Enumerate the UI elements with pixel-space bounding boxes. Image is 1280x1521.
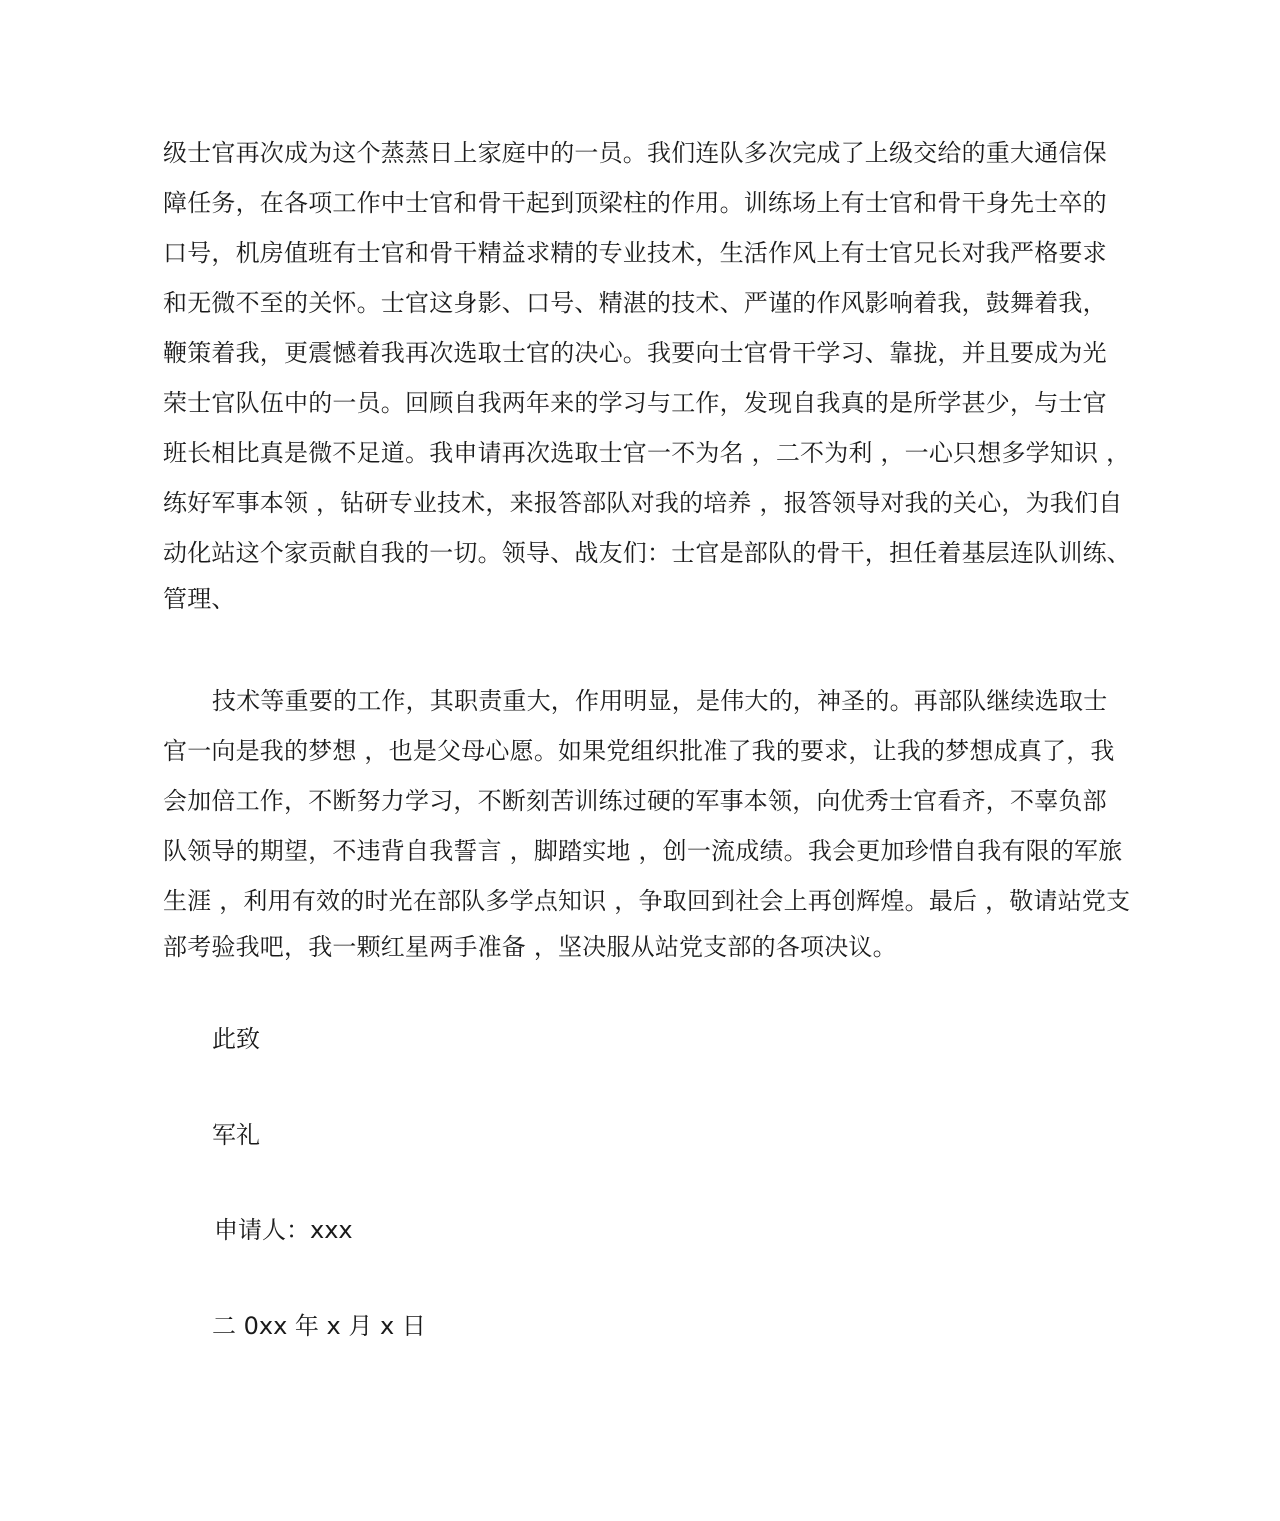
salutation: 此致 bbox=[212, 1025, 260, 1053]
paragraph1-line-4: 和无微不至的关怀。士官这身影、口号、精湛的技术、严谨的作风影响着我，鼓舞着我， bbox=[163, 289, 1107, 317]
paragraph1-line-1: 级士官再次成为这个蒸蒸日上家庭中的一员。我们连队多次完成了上级交给的重大通信保 bbox=[163, 139, 1107, 167]
paragraph1-line-3: 口号，机房值班有士官和骨干精益求精的专业技术，生活作风上有士官兄长对我严格要求 bbox=[163, 239, 1107, 267]
paragraph2-line-2: 官一向是我的梦想 ，也是父母心愿。如果党组织批准了我的要求，让我的梦想成真了，我 bbox=[163, 737, 1115, 765]
paragraph1-line-2: 障任务，在各项工作中士官和骨干起到顶梁柱的作用。训练场上有士官和骨干身先士卒的 bbox=[163, 189, 1107, 217]
applicant-signature: 申请人：xxx bbox=[214, 1216, 353, 1244]
paragraph2-line-6: 部考验我吧，我一颗红星两手准备 ，坚决服从站党支部的各项决议。 bbox=[163, 933, 897, 961]
paragraph2-line-3: 会加倍工作，不断努力学习，不断刻苦训练过硬的军事本领，向优秀士官看齐，不辜负部 bbox=[163, 787, 1107, 815]
paragraph2-line-4: 队领导的期望，不违背自我誓言 ，脚踏实地 ，创一流成绩。我会更加珍惜自我有限的军旅 bbox=[163, 837, 1123, 865]
paragraph1-line-9: 动化站这个家贡献自我的一切。领导、战友们：士官是部队的骨干，担任着基层连队训练、 bbox=[163, 539, 1131, 567]
paragraph1-line-7: 班长相比真是微不足道。我申请再次选取士官一不为名 ，二不为利 ，一心只想多学知识 ， bbox=[163, 439, 1131, 467]
salute: 军礼 bbox=[212, 1121, 260, 1149]
paragraph1-line-6: 荣士官队伍中的一员。回顾自我两年来的学习与工作，发现自我真的是所学甚少，与士官 bbox=[163, 389, 1107, 417]
paragraph2-line-1: 技术等重要的工作，其职责重大，作用明显，是伟大的，神圣的。再部队继续选取士 bbox=[212, 687, 1108, 715]
application-date: 二 0xx 年 x 月 x 日 bbox=[212, 1312, 426, 1340]
paragraph1-line-5: 鞭策着我，更震憾着我再次选取士官的决心。我要向士官骨干学习、靠拢，并且要成为光 bbox=[163, 339, 1107, 367]
paragraph1-line-10: 管理、 bbox=[163, 585, 236, 613]
paragraph1-line-8: 练好军事本领 ，钻研专业技术，来报答部队对我的培养 ，报答领导对我的关心，为我们自 bbox=[163, 489, 1123, 517]
paragraph2-line-5: 生涯 ，利用有效的时光在部队多学点知识 ，争取回到社会上再创辉煌。最后 ，敬请站党支 bbox=[163, 887, 1131, 915]
